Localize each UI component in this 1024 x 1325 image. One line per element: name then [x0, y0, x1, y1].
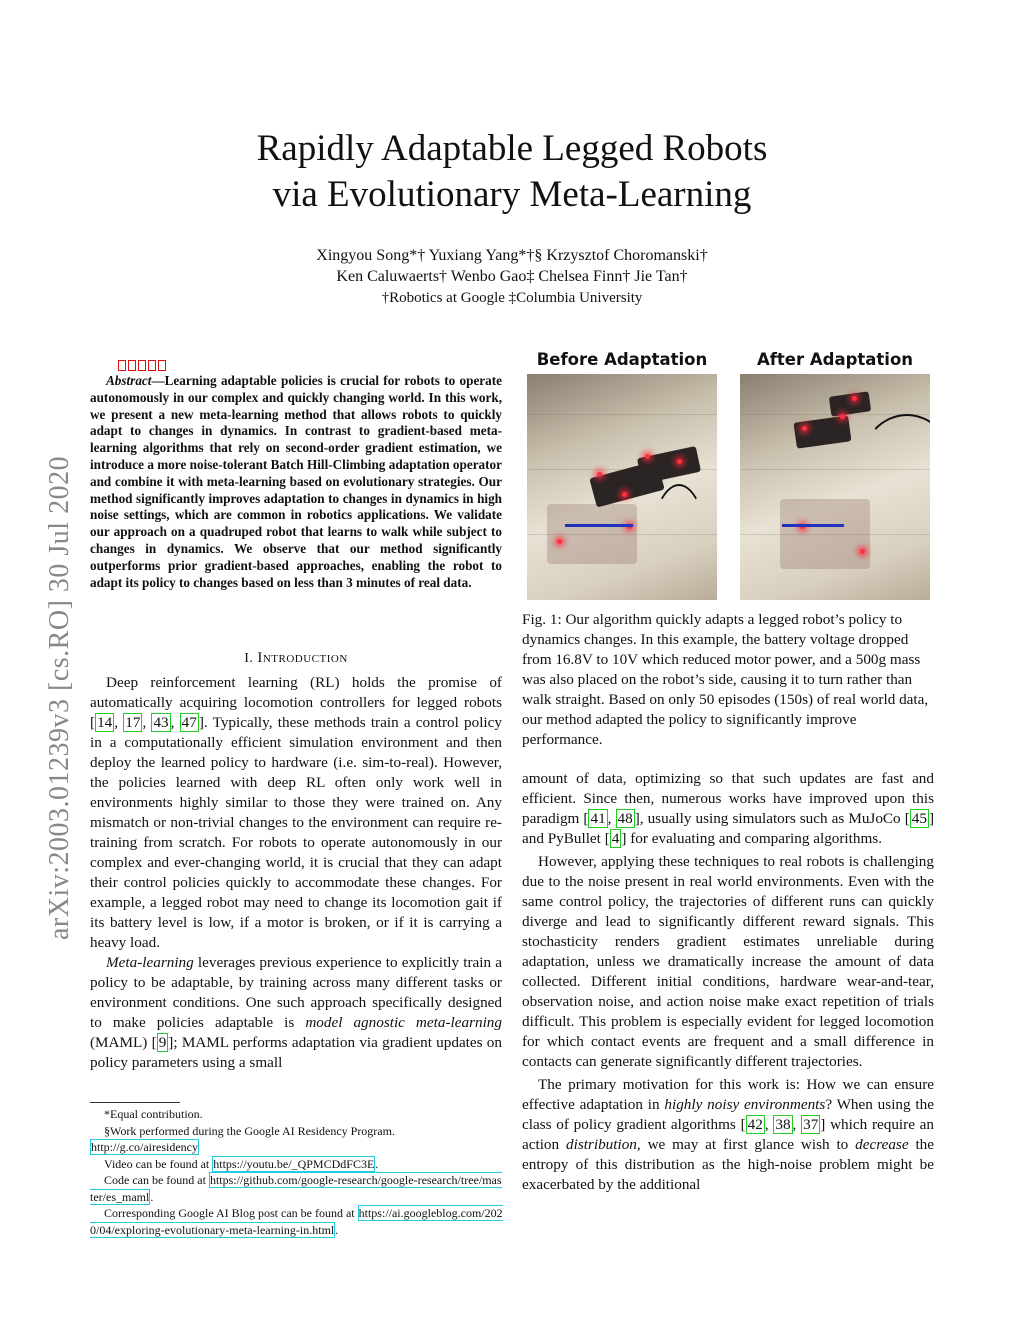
- author-line-1: Xingyou Song*† Yuxiang Yang*†§ Krzysztof Choromanski†: [316, 247, 708, 264]
- right-paragraph-1: amount of data, optimizing so that such updates are fast and efficient. Since then, numerous works have improved upon this paradigm [ 41 , 48 ], usually using simulators such as MuJoCo [ 45 ] and PyBullet [ 4 ] for evaluating and comparing algorithms.: [522, 770, 935, 847]
- citation-link[interactable]: 48: [617, 810, 633, 827]
- author-line-2: Ken Caluwaerts† Wenbo Gao‡ Chelsea Finn† Jie Tan†: [336, 268, 688, 285]
- introduction-body: [90, 673, 502, 1073]
- abstract: [90, 373, 502, 591]
- footnote-residency: §Work performed during the Google AI Residency Program. http://g.co/airesidency: [91, 1123, 395, 1154]
- abstract-label: Abstract: [106, 373, 152, 388]
- code-link[interactable]: https://github.com/google-research/google-research/tree/master/es_maml: [90, 1173, 502, 1204]
- blog-link[interactable]: https://ai.googleblog.com/2020/04/exploring-evolutionary-meta-learning-in.html: [90, 1206, 503, 1237]
- affiliations: †Robotics at Google ‡Columbia University: [381, 290, 643, 306]
- figure-photo-before: [527, 374, 717, 600]
- paper-title-line-2: via Evolutionary Meta-Learning: [272, 174, 752, 215]
- citation-link[interactable]: 37: [803, 1116, 819, 1133]
- citation-link[interactable]: 41: [590, 810, 606, 827]
- citation-link[interactable]: 14: [97, 714, 113, 731]
- citation-link[interactable]: 17: [125, 714, 141, 731]
- figure-label-before: Before Adaptation: [536, 350, 708, 369]
- citation-link[interactable]: 9: [158, 1034, 167, 1051]
- residency-link[interactable]: http://g.co/airesidency: [91, 1140, 198, 1154]
- citation-link[interactable]: 43: [153, 714, 169, 731]
- section-heading-introduction: I. Introduction: [244, 650, 348, 666]
- citation-link[interactable]: 47: [181, 714, 197, 731]
- right-column-body: [522, 769, 934, 1195]
- abstract-text: —Learning adaptable policies is crucial for robots to operate autonomously in our complex and quickly changing world. In this work, we present a new meta-learning method that allows robots to quickly adapt to changes in dynamics. In contrast to gradient-based meta-learning algorithms that rely on second-order gradient estimation, we introduce a more noise-tolerant Batch Hill-Climbing adaptation operator and combine it with meta-learning based on evolutionary strategies. Our method significantly improves adaptation to changes in dynamics in high noise settings, which are common in robotics applications. We validate our approach on a quadruped robot that learns to walk while subject to changes in dynamics. We observe that our method significantly outperforms prior gradient-based approaches, enabling the robot to adapt its policy to changes based on less than 3 minutes of real data.: [90, 373, 502, 590]
- citation-link[interactable]: 42: [747, 1116, 763, 1133]
- footnote-code: Code can be found at https://github.com/google-research/google-research/tree/master/es_maml.: [90, 1173, 502, 1204]
- intro-paragraph-2: Meta-learning leverages previous experience to explicitly train a policy to be adaptable, by training across many different tasks or environment conditions. One such approach specifically designed to make policies adaptable is model agnostic meta-learning (MAML) [ 9 ]; MAML performs adaptation via gradient updates on policy parameters using a small: [90, 954, 502, 1071]
- paper-title-line-1: Rapidly Adaptable Legged Robots: [256, 128, 768, 169]
- footnotes: [90, 1106, 504, 1238]
- figure-photo-after: [740, 374, 930, 600]
- right-paragraph-3: The primary motivation for this work is: How we can ensure effective adaptation in highly noisy environments? When using the class of policy gradient algorithms [ 42 , 38 , 37 ] which require an action distribution, we may at first glance wish to decrease the entropy of this distribution as the high-noise problem might be exacerbated by the additional: [522, 1076, 935, 1193]
- video-link[interactable]: https://youtu.be/_QPMCDdFC3E: [213, 1156, 375, 1171]
- footnote-equal: *Equal contribution.: [104, 1107, 203, 1121]
- figure-label-after: After Adaptation: [756, 350, 914, 369]
- right-paragraph-2: However, applying these techniques to real robots is challenging due to the noise present in real world environments. Even with the same control policy, the trajectories of different runs can quickly diverge and lead to significantly different reward signals. This stochasticity renders gradient estimates unreliable during adaptation, unless we dramatically increase the amount of data collected. Different initial conditions, hardware wear-and-tear, observation noise, and action noise make exact repetition of trials difficult. This problem is especially evident for legged locomotion for which contact events are frequent and a small difference in contacts can generate significantly different trajectories.: [522, 853, 934, 1070]
- footnote-rule: [90, 1102, 180, 1103]
- citation-link[interactable]: 38: [775, 1116, 791, 1133]
- arxiv-identifier: arXiv:2003.01239v3 [cs.RO] 30 Jul 2020: [44, 455, 75, 940]
- citation-link[interactable]: 4: [611, 830, 620, 847]
- figure-caption: Fig. 1: Our algorithm quickly adapts a legged robot’s policy to dynamics changes. In this example, the battery voltage dropped from 16.8V to 10V which reduced motor power, and a 500g mass was also placed on the robot’s side, causing it to turn rather than walk straight. Based on only 50 episodes (150s) of real world data, our method adapted the policy to significantly improve performance.: [522, 611, 929, 748]
- citation-link[interactable]: 45: [911, 810, 927, 827]
- footnote-blog: Corresponding Google AI Blog post can be found at https://ai.googleblog.com/2020/04/exploring-evolutionary-meta-learning-in.html.: [90, 1206, 503, 1237]
- footnote-video: Video can be found at https://youtu.be/_QPMCDdFC3E.: [104, 1156, 379, 1171]
- intro-paragraph-1: Deep reinforcement learning (RL) holds the promise of automatically acquiring locomotion controllers for legged robots [ 14 , 17 , 43 , 47 ]. Typically, these methods train a control policy in a computationally efficient simulation environment and then deploy the learned policy to hardware (i.e. sim-to-real). However, the policies learned with deep RL often only work well in environments highly similar to those they were trained on. Any mismatch or non-trivial changes to the environment can require re-training from scratch. For robots to operate autonomously in our complex and ever-changing world, it is crucial that they can adapt their control policies quickly to accommodate these changes. For example, a legged robot may need to change its locomotion gait if its battery level is low, if a motor is broken, or if it is carrying a heavy load.: [90, 674, 502, 951]
